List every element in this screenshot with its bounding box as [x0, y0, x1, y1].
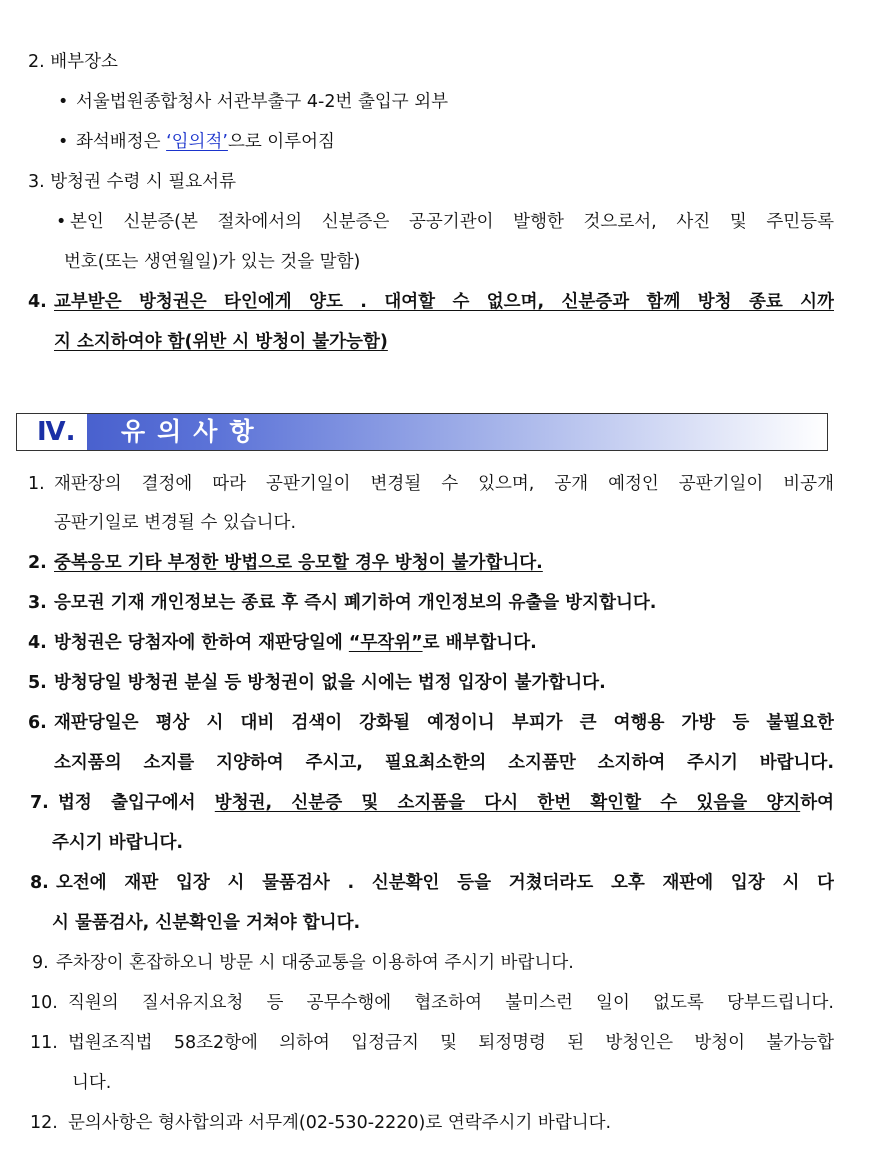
- section-roman-numeral: Ⅳ.: [17, 414, 87, 450]
- documents-text-1: 본인 신분증(본 절차에서의 신분증은 공공기관이 발행한 것으로서, 사진 및 주민등록: [70, 212, 834, 232]
- note-4-prefix: 방청권은 당첨자에 한하여 재판당일에: [54, 633, 349, 653]
- note-8-text-2: 시 물품검사, 신분확인을 거쳐야 합니다.: [52, 913, 361, 933]
- note-7-text-1: [58, 791, 834, 815]
- note-7-text-2: 주시기 바랍니다.: [52, 833, 184, 853]
- distribution-location: 서울법원종합청사 서관부출구 4-2번 출입구 외부: [76, 92, 449, 112]
- transfer-number: 4.: [28, 292, 47, 312]
- section-header: [16, 413, 828, 451]
- note-8-text-1: 오전에 재판 입장 시 물품검사 . 신분확인 등을 거쳤더라도 오후 재판에 입장 시 다: [56, 873, 834, 893]
- note-6-number: 6.: [28, 713, 47, 733]
- note-9-number: 9.: [32, 953, 49, 973]
- note-4-text: [54, 631, 537, 655]
- note-12-text: 문의사항은 형사합의과 서무계(02-530-2220)로 연락주시기 바랍니다.: [68, 1113, 612, 1133]
- documents-text-2: 번호(또는 생연월일)가 있는 것을 말함): [64, 252, 361, 272]
- note-4-suffix: 로 배부합니다.: [422, 633, 537, 653]
- seat-bullet: [58, 130, 335, 154]
- documents-bullet: [56, 210, 834, 234]
- note-4-random: “무작위”: [348, 633, 423, 653]
- note-5-text: 방청당일 방청권 분실 등 방청권이 없을 시에는 법정 입장이 불가합니다.: [54, 673, 606, 693]
- note-4-number: 4.: [28, 633, 47, 653]
- note-10-number: 10.: [30, 993, 58, 1013]
- note-9-text: 주차장이 혼잡하오니 방문 시 대중교통을 이용하여 주시기 바랍니다.: [56, 953, 574, 973]
- note-8-number: 8.: [30, 873, 49, 893]
- seat-suffix: 으로 이루어짐: [227, 132, 335, 152]
- note-7-suffix: 하여: [800, 793, 834, 813]
- note-1-number: 1.: [28, 474, 45, 494]
- note-2-number: 2.: [28, 553, 47, 573]
- note-1-text-1: 재판장의 결정에 따라 공판기일이 변경될 수 있으며, 공개 예정인 공판기일이 비공개: [54, 474, 834, 494]
- note-12-number: 12.: [30, 1113, 58, 1133]
- note-3-number: 3.: [28, 593, 47, 613]
- note-2-text: 중복응모 기타 부정한 방법으로 응모할 경우 방청이 불가합니다.: [54, 553, 543, 573]
- documents-heading: 3. 방청권 수령 시 필요서류: [28, 172, 236, 192]
- section-title: 유의사항: [121, 417, 266, 446]
- transfer-text-2: 지 소지하여야 함(위반 시 방청이 불가능함): [54, 332, 388, 352]
- note-7-number: 7.: [30, 793, 49, 813]
- bullet-dot-icon: •: [58, 132, 69, 152]
- transfer-text-1: 교부받은 방청권은 타인에게 양도 . 대여할 수 없으며, 신분증과 함께 방청 종료 시까: [54, 292, 834, 312]
- note-3-text: 응모권 기재 개인정보는 종료 후 즉시 폐기하여 개인정보의 유출을 방지합니다.: [54, 593, 657, 613]
- note-11-text-1: 법원조직법 58조2항에 의하여 입정금지 및 퇴정명령 된 방청인은 방청이 불가능합: [68, 1033, 834, 1053]
- note-6-text-1: 재판당일은 평상 시 대비 검색이 강화될 예정이니 부피가 큰 여행용 가방 등 불필요한: [54, 713, 834, 733]
- distribution-bullet: [58, 90, 448, 114]
- note-11-text-2: 니다.: [72, 1073, 112, 1093]
- distribution-heading: 2. 배부장소: [28, 52, 118, 72]
- note-7-underlined: 방청권, 신분증 및 소지품을 다시 한번 확인할 수 있음을 양지: [214, 793, 801, 813]
- note-7-prefix: 법정 출입구에서: [58, 793, 215, 813]
- note-5-number: 5.: [28, 673, 47, 693]
- note-6-text-2: 소지품의 소지를 지양하여 주시고, 필요최소한의 소지품만 소지하여 주시기 바랍니다.: [54, 753, 834, 773]
- note-10-text: 직원의 질서유지요청 등 공무수행에 협조하여 불미스런 일이 없도록 당부드립니다.: [68, 993, 834, 1013]
- seat-prefix: 좌석배정은: [76, 132, 167, 152]
- note-11-number: 11.: [30, 1033, 58, 1053]
- seat-random-link[interactable]: ‘임의적’: [166, 132, 228, 152]
- bullet-dot-icon: •: [56, 212, 67, 232]
- note-1-text-2: 공판기일로 변경될 수 있습니다.: [54, 513, 297, 533]
- bullet-dot-icon: •: [58, 92, 69, 112]
